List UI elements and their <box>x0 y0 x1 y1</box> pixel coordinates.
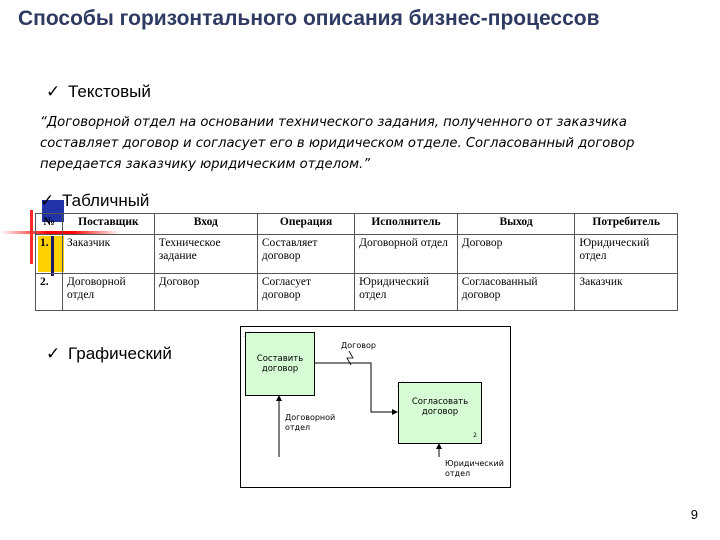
table-cell: 2. <box>36 274 63 311</box>
table-cell: Согласованный договор <box>457 274 575 311</box>
table-cell: Заказчик <box>63 235 155 274</box>
table-cell: 1. <box>36 235 63 274</box>
bullet-table-label: Табличный <box>62 191 150 210</box>
table-cell: Договор <box>154 274 257 311</box>
label-mechanism-2: Юридический отдел <box>445 459 504 478</box>
header-performer: Исполнитель <box>355 214 458 235</box>
header-consumer: Потребитель <box>575 214 678 235</box>
bullet-graphic-label: Графический <box>68 344 172 363</box>
header-output: Выход <box>457 214 575 235</box>
page-title: Способы горизонтального описания бизнес-процессов <box>18 7 600 30</box>
process-table <box>35 213 678 311</box>
table-cell: Договор <box>457 235 575 274</box>
table-cell: Договорной отдел <box>63 274 155 311</box>
bullet-text-label: Текстовый <box>68 82 151 101</box>
box-label: Согласовать договор <box>411 397 469 417</box>
check-icon: ✓ <box>46 82 61 101</box>
diagram-box-compose <box>245 332 315 396</box>
diagram-box-approve <box>398 382 482 444</box>
text-description: “Договорной отдел на основании технического задания, полученного от заказчика составляет договор и согласует его в юридическом отделе. Согласованный договор передается заказчику юридическим отделом.” <box>40 115 635 172</box>
table-cell: Техническое задание <box>154 235 257 274</box>
table-header-row <box>36 214 678 235</box>
table-cell: Составляет договор <box>257 235 354 274</box>
header-supplier: Поставщик <box>63 214 155 235</box>
bullet-text-method <box>46 82 151 102</box>
bullet-graphic-method <box>46 344 172 364</box>
decor-red-vline <box>30 210 33 264</box>
box-number: 2 <box>473 432 477 439</box>
check-icon: ✓ <box>40 191 55 210</box>
table-cell: Юридический отдел <box>355 274 458 311</box>
idef0-diagram <box>240 326 511 488</box>
table-row <box>36 235 678 274</box>
table-cell: Согласует договор <box>257 274 354 311</box>
table-cell: Юридический отдел <box>575 235 678 274</box>
header-operation: Операция <box>257 214 354 235</box>
table-row <box>36 274 678 311</box>
label-mechanism-1: Договорной отдел <box>285 413 336 432</box>
header-num: № <box>36 214 63 235</box>
box-label: Составить договор <box>256 354 304 374</box>
table-cell: Договорной отдел <box>355 235 458 274</box>
check-icon: ✓ <box>46 344 61 363</box>
header-input: Вход <box>154 214 257 235</box>
label-output: Договор <box>341 341 376 350</box>
bullet-table-method <box>40 191 149 211</box>
page-number: 9 <box>690 507 698 522</box>
table-cell: Заказчик <box>575 274 678 311</box>
